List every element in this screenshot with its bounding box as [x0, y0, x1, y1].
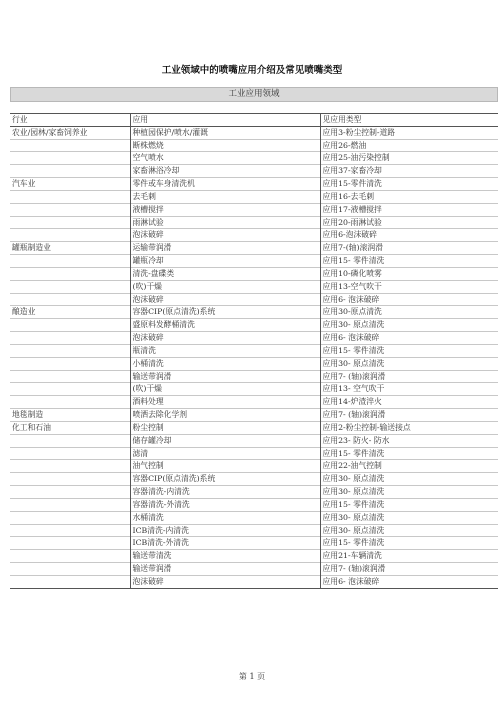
industry-cell [10, 511, 130, 524]
type-cell: 应用7- (轴)滚润滑 [322, 410, 386, 420]
table-row [10, 575, 498, 588]
type-cell: 应用10-磷化喷雾 [322, 268, 382, 278]
application-cell: 零件或车身清洗机 [130, 178, 320, 191]
industry-cell [10, 357, 130, 370]
type-cell: 应用14-炉渣淬火 [322, 397, 382, 407]
industry-cell [10, 319, 130, 332]
type-cell: 应用30- 原点清洗 [322, 320, 385, 330]
table-row [10, 370, 498, 383]
application-cell: 空气喷水 [130, 152, 320, 165]
industry-cell [10, 396, 130, 409]
industry-cell: 罐瓶制造业 [10, 242, 130, 255]
industry-cell: 化工和石油 [10, 421, 130, 434]
application-cell: ICB清洗-内清洗 [130, 524, 320, 537]
table-row [10, 550, 498, 563]
industry-cell [10, 152, 130, 165]
application-cell: 罐瓶冷却 [130, 255, 320, 268]
application-cell: 小桶清洗 [130, 357, 320, 370]
application-cell: (吹)干燥 [130, 383, 320, 396]
application-cell: ICB清洗-外清洗 [130, 537, 320, 550]
table-row [10, 152, 498, 165]
industry-cell [10, 562, 130, 575]
type-cell: 应用16-去毛刺 [322, 191, 375, 201]
industry-cell [10, 332, 130, 345]
document-title: 工业领域中的喷嘴应用介绍及常见喷嘴类型 [161, 65, 343, 76]
table-row [10, 434, 498, 447]
type-cell: 应用15- 零件清洗 [322, 448, 385, 458]
application-cell: 雨淋试验 [130, 216, 320, 229]
application-cell: (吹)干燥 [130, 280, 320, 293]
industry-cell: 地毯制造 [10, 409, 130, 422]
type-cell: 应用6-泡沫破碎 [322, 230, 377, 240]
industry-cell [10, 203, 130, 216]
application-cell: 滤清 [130, 447, 320, 460]
industry-column-header: 行业 [10, 114, 130, 127]
type-cell: 应用13-空气吹干 [322, 281, 382, 291]
application-cell: 去毛刺 [130, 190, 320, 203]
application-cell: 喷洒去除化学剂 [130, 409, 320, 422]
application-cell: 容器清洗-内清洗 [130, 486, 320, 499]
application-cell: 容器CIP(原点清洗)系统 [130, 473, 320, 486]
section-header: 工业应用领域 [10, 87, 498, 102]
application-cell: 瓶清洗 [130, 344, 320, 357]
table-row [10, 511, 498, 524]
industry-cell [10, 473, 130, 486]
table-row [10, 473, 498, 486]
table-row [10, 498, 498, 511]
application-cell: 输送带清洗 [130, 550, 320, 563]
industry-cell [10, 344, 130, 357]
type-cell: 应用6- 泡沫破碎 [322, 294, 380, 304]
table-row [10, 409, 498, 422]
table-row [10, 126, 498, 139]
type-cell: 应用15- 零件清洗 [322, 499, 385, 509]
table-row [10, 306, 498, 319]
application-cell: 储存罐冷却 [130, 434, 320, 447]
industry-cell [10, 550, 130, 563]
table-row [10, 267, 498, 280]
table-row [10, 229, 498, 242]
application-table [10, 113, 498, 589]
application-cell: 粉尘控制 [130, 421, 320, 434]
type-cell: 应用6- 泡沫破碎 [322, 333, 380, 343]
industry-cell [10, 280, 130, 293]
industry-cell [10, 498, 130, 511]
industry-cell [10, 165, 130, 178]
table-row [10, 421, 498, 434]
application-cell: 输送带润滑 [130, 562, 320, 575]
type-cell: 应用23- 防火- 防水 [322, 435, 390, 445]
industry-cell [10, 537, 130, 550]
type-cell: 应用30- 原点清洗 [322, 487, 385, 497]
table-row [10, 357, 498, 370]
type-cell: 应用25-油污染控制 [322, 153, 390, 163]
table-row [10, 396, 498, 409]
application-cell: 泡沫破碎 [130, 332, 320, 345]
type-cell: 应用22-油气控制 [322, 461, 382, 471]
table-row [10, 165, 498, 178]
industry-cell: 汽车业 [10, 178, 130, 191]
industry-cell [10, 460, 130, 473]
industry-cell [10, 255, 130, 268]
type-cell: 应用3-粉尘控制-道路 [322, 127, 396, 137]
page-number: 第 1 页 [238, 672, 266, 681]
industry-cell [10, 190, 130, 203]
industry-cell: 农业/园林/家畜饲养业 [10, 126, 130, 139]
table-row [10, 537, 498, 550]
industry-cell [10, 229, 130, 242]
application-cell: 断株燃烧 [130, 139, 320, 152]
type-cell: 应用7- (轴)滚润滑 [322, 563, 386, 573]
application-column-header: 应用 [130, 114, 320, 127]
table-row [10, 332, 498, 345]
application-cell: 水桶清洗 [130, 511, 320, 524]
application-cell: 种植园保护/喷水/灌溉 [130, 126, 320, 139]
table-row [10, 242, 498, 255]
table-row [10, 383, 498, 396]
industry-cell [10, 139, 130, 152]
industry-cell [10, 383, 130, 396]
type-cell: 应用30- 原点清洗 [322, 474, 385, 484]
type-cell: 应用2-粉尘控制-输送接点 [322, 422, 411, 432]
industry-cell [10, 293, 130, 306]
application-cell: 泡沫破碎 [130, 293, 320, 306]
application-cell: 容器清洗-外清洗 [130, 498, 320, 511]
type-cell: 应用15-零件清洗 [322, 179, 382, 189]
table-row [10, 190, 498, 203]
application-cell: 清洗-盘碟类 [130, 267, 320, 280]
application-cell: 油气控制 [130, 460, 320, 473]
industry-cell: 酿造业 [10, 306, 130, 319]
application-cell: 液槽搅拌 [130, 203, 320, 216]
table-row [10, 319, 498, 332]
type-cell: 应用17-液槽搅拌 [322, 204, 382, 214]
table-row [10, 460, 498, 473]
type-column-header: 见应用类型 [322, 115, 362, 124]
industry-cell [10, 267, 130, 280]
type-cell: 应用15- 零件清洗 [322, 538, 385, 548]
application-cell: 泡沫破碎 [130, 575, 320, 588]
type-cell: 应用30-原点清洗 [322, 307, 382, 317]
table-row [10, 344, 498, 357]
table-row [10, 255, 498, 268]
table-row [10, 280, 498, 293]
type-cell: 应用20-雨淋试验 [322, 217, 382, 227]
type-cell: 应用30- 原点清洗 [322, 525, 385, 535]
industry-cell [10, 216, 130, 229]
application-cell: 输送带润滑 [130, 370, 320, 383]
table-row [10, 293, 498, 306]
application-cell: 运输带润滑 [130, 242, 320, 255]
table-row [10, 447, 498, 460]
application-cell: 泡沫破碎 [130, 229, 320, 242]
type-cell: 应用15- 零件清洗 [322, 345, 385, 355]
table-row [10, 178, 498, 191]
type-cell: 应用30- 原点清洗 [322, 358, 385, 368]
table-row [10, 216, 498, 229]
industry-cell [10, 370, 130, 383]
application-cell: 盛原料发酵桶清洗 [130, 319, 320, 332]
table-row [10, 139, 498, 152]
type-cell: 应用7-(轴)滚润滑 [322, 243, 383, 253]
industry-cell [10, 447, 130, 460]
type-cell: 应用6- 泡沫破碎 [322, 576, 380, 586]
table-row [10, 486, 498, 499]
table-row [10, 524, 498, 537]
table-header-row [10, 114, 498, 127]
type-cell: 应用37-家畜冷却 [322, 166, 382, 176]
application-cell: 家畜淋浴冷却 [130, 165, 320, 178]
type-cell: 应用15- 零件清洗 [322, 256, 385, 266]
type-cell: 应用26-燃油 [322, 140, 367, 150]
table-row [10, 203, 498, 216]
industry-cell [10, 524, 130, 537]
type-cell: 应用30- 原点清洗 [322, 512, 385, 522]
industry-cell [10, 434, 130, 447]
industry-cell [10, 486, 130, 499]
application-cell: 酒料处理 [130, 396, 320, 409]
type-cell: 应用13- 空气吹干 [322, 384, 385, 394]
type-cell: 应用7- (轴)滚润滑 [322, 371, 386, 381]
table-row [10, 562, 498, 575]
type-cell: 应用21-车辆清洗 [322, 551, 382, 561]
industry-cell [10, 575, 130, 588]
application-cell: 容器CIP(原点清洗)系统 [130, 306, 320, 319]
